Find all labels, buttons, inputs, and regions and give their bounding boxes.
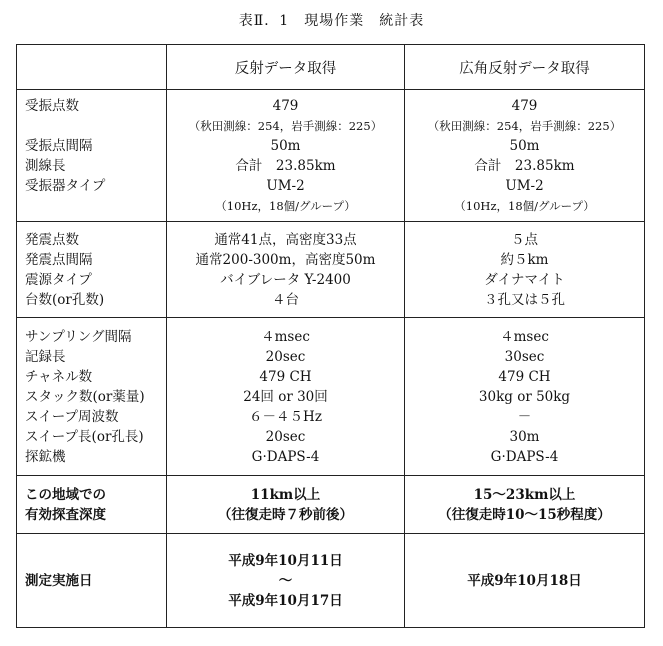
value-receiver-count: 479: [272, 97, 299, 114]
value-source-count: ５点: [511, 231, 538, 248]
depth-reflection-values: [167, 476, 405, 534]
value-receiver-count: 479: [511, 97, 538, 114]
depth-labels: [17, 476, 167, 534]
value-start-date: 平成9年10月11日: [228, 552, 343, 569]
value-channel-count: 479 CH: [259, 368, 312, 385]
receivers-reflection-values: [167, 90, 405, 222]
statistics-table: [16, 44, 645, 628]
recording-labels: [17, 318, 167, 476]
sources-wide-angle-values: [405, 222, 645, 318]
value-sampling-interval: ４msec: [261, 328, 310, 345]
value-receiver-breakdown: （秋田測線：254，岩手測線：225）: [427, 118, 622, 133]
value-stack-count: 24回 or 30回: [243, 388, 328, 405]
sources-reflection-values: [167, 222, 405, 318]
label-sampling-interval: サンプリング間隔: [25, 328, 132, 345]
label-effective-depth: 有効探査深度: [25, 506, 106, 523]
label-line-length: 測線長: [25, 157, 66, 174]
label-channel-count: チャネル数: [25, 368, 93, 385]
section-receivers: [17, 90, 645, 222]
label-survey-date: 測定実施日: [25, 572, 93, 589]
label-blank: [25, 196, 166, 216]
value-unit-count: ４台: [272, 291, 299, 308]
value-charge-amount: 30kg or 50kg: [478, 388, 571, 405]
value-hole-length: 30m: [509, 428, 540, 445]
dates-reflection-values: [167, 534, 405, 628]
value-receiver-type: UM-2: [505, 177, 544, 194]
label-source-count: 発震点数: [25, 231, 79, 248]
label-unit-count: 台数(or孔数): [25, 291, 105, 308]
value-line-length: 合計 23.85km: [474, 157, 575, 174]
value-receiver-interval: 50m: [509, 137, 540, 154]
value-source-interval: 通常200-300m，高密度50m: [195, 251, 376, 268]
value-receiver-spec: （10Hz，18個/グループ）: [215, 198, 356, 213]
value-line-length: 合計 23.85km: [235, 157, 336, 174]
value-end-date: 平成9年10月17日: [228, 592, 343, 609]
label-sweep-length: スイープ長(or孔長): [25, 428, 144, 445]
depth-wide-angle-values: [405, 476, 645, 534]
section-dates: [17, 534, 645, 628]
header-empty-cell: [17, 45, 167, 90]
label-record-length: 記録長: [25, 348, 66, 365]
header-wide-angle-reflection: 広角反射データ取得: [405, 45, 645, 90]
value-effective-depth: 15～23km以上: [473, 486, 576, 503]
value-two-way-time: （往復走時７秒前後）: [218, 506, 353, 523]
value-receiver-breakdown: （秋田測線：254，岩手測線：225）: [188, 118, 383, 133]
header-reflection: 反射データ取得: [167, 45, 405, 90]
value-sweep-frequency: ６－４５Hz: [249, 408, 322, 425]
table-header-row: [17, 45, 645, 90]
label-in-this-area: この地域での: [25, 486, 106, 503]
value-sampling-interval: ４msec: [500, 328, 549, 345]
recording-reflection-values: [167, 318, 405, 476]
label-source-interval: 発震点間隔: [25, 251, 93, 268]
value-date-range-tilde: ～: [278, 572, 293, 589]
value-receiver-type: UM-2: [266, 177, 305, 194]
value-source-type: バイブレータ Y-2400: [220, 271, 351, 288]
value-two-way-time: （往復走時10～15秒程度）: [438, 506, 611, 523]
value-record-length: 30sec: [504, 348, 545, 365]
value-survey-date: 平成9年10月18日: [467, 572, 582, 589]
table-title: 表Ⅱ．1 現場作業 統計表: [238, 13, 425, 29]
dates-wide-angle-values: [405, 534, 645, 628]
label-stack-count: スタック数(or薬量): [25, 388, 145, 405]
sources-labels: [17, 222, 167, 318]
section-depth: [17, 476, 645, 534]
value-record-length: 20sec: [265, 348, 306, 365]
value-recorder: G·DAPS-4: [251, 448, 320, 465]
section-sources: [17, 222, 645, 318]
recording-wide-angle-values: [405, 318, 645, 476]
value-source-interval: 約５km: [500, 251, 549, 268]
receivers-labels: [17, 90, 167, 222]
label-source-type: 震源タイプ: [25, 271, 92, 288]
receivers-wide-angle-values: [405, 90, 645, 222]
value-source-count: 通常41点，高密度33点: [214, 231, 357, 248]
value-unit-count: ３孔又は５孔: [484, 291, 565, 308]
label-recorder: 探鉱機: [25, 448, 66, 465]
dates-labels: [17, 534, 167, 628]
label-blank: [25, 116, 166, 136]
value-effective-depth: 11km以上: [250, 486, 321, 503]
value-recorder: G·DAPS-4: [490, 448, 559, 465]
value-receiver-spec: （10Hz，18個/グループ）: [454, 198, 595, 213]
value-source-type: ダイナマイト: [484, 271, 565, 288]
section-recording: [17, 318, 645, 476]
value-receiver-interval: 50m: [270, 137, 301, 154]
value-sweep-frequency: －: [517, 408, 532, 425]
value-channel-count: 479 CH: [498, 368, 551, 385]
label-receiver-count: 受振点数: [25, 97, 79, 114]
value-sweep-length: 20sec: [265, 428, 306, 445]
label-receiver-type: 受振器タイプ: [25, 177, 106, 194]
label-sweep-frequency: スイープ周波数: [25, 408, 119, 425]
label-receiver-interval: 受振点間隔: [25, 137, 93, 154]
